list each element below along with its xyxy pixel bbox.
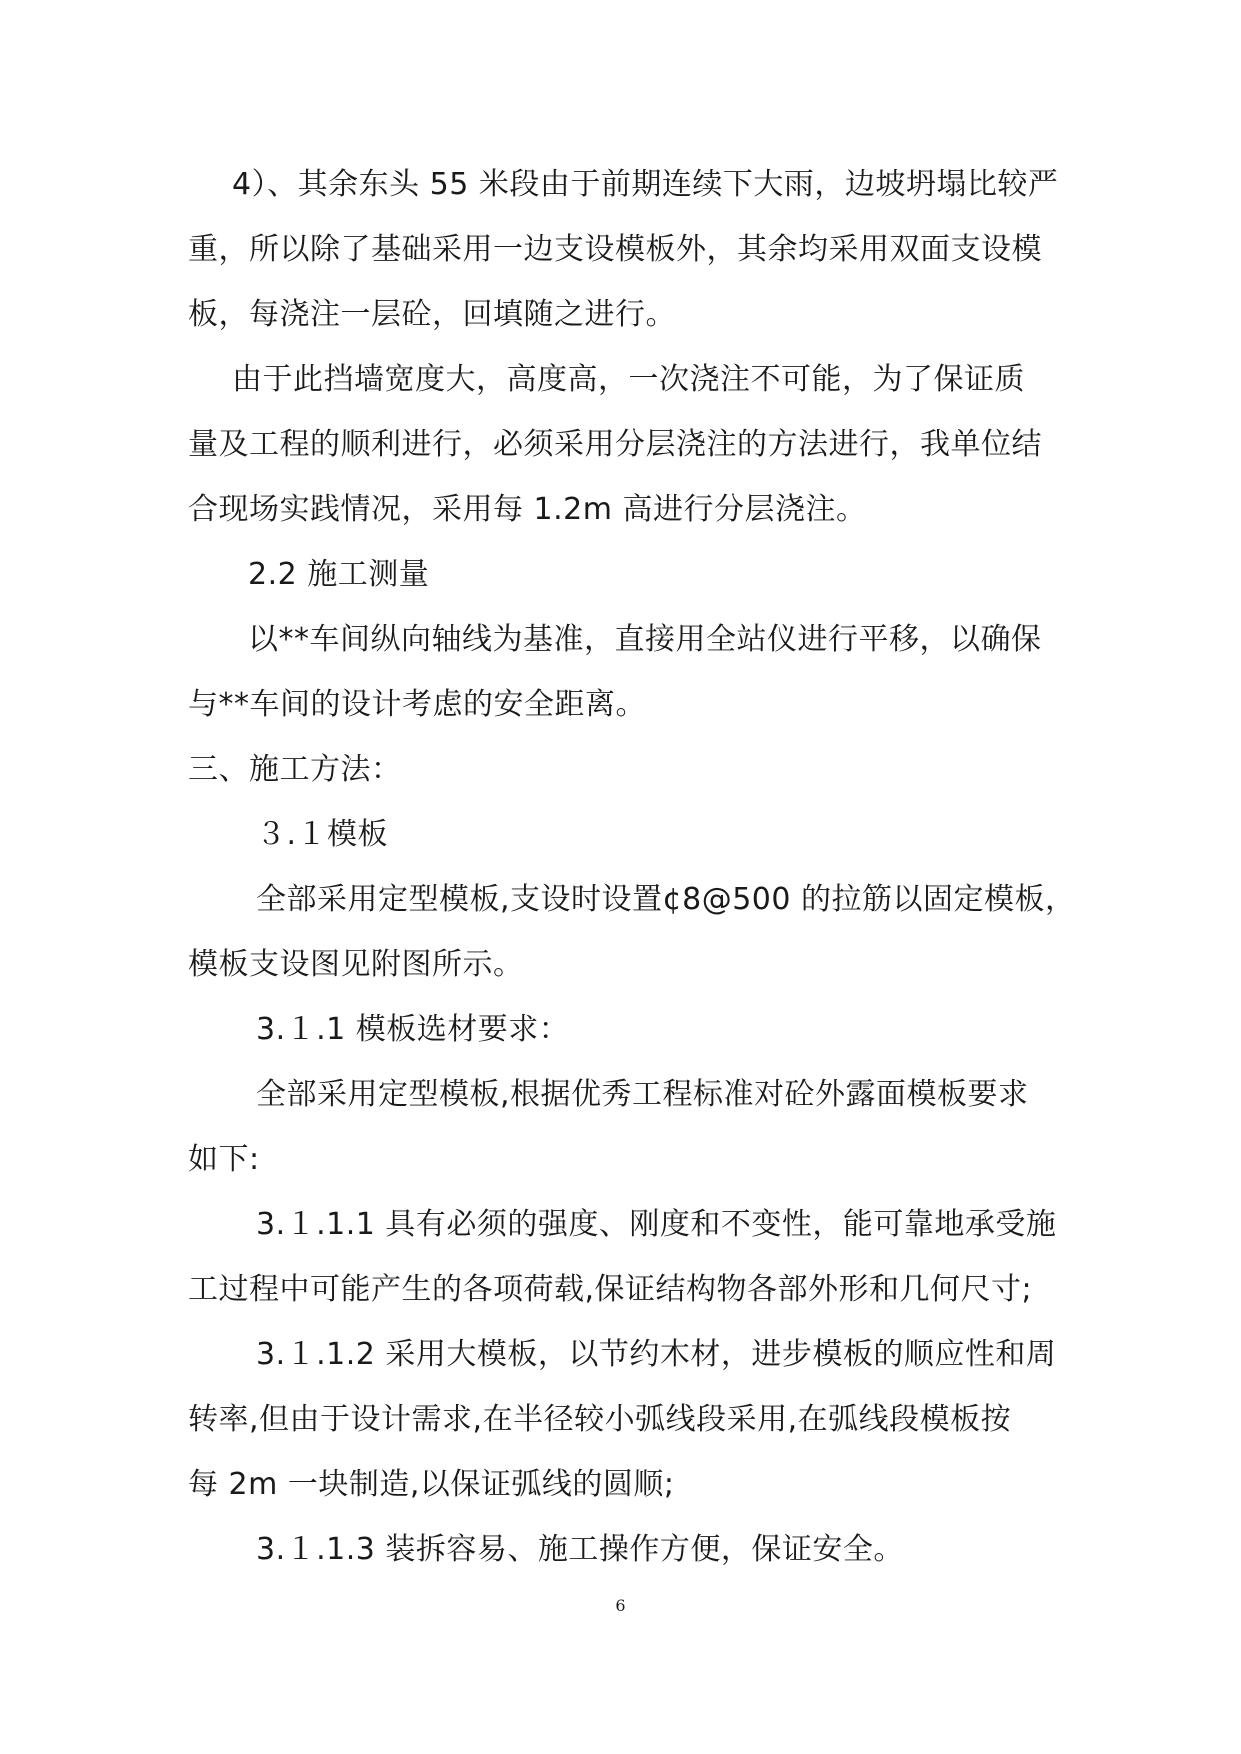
section-heading: 3.１.1 模板选材要求： bbox=[256, 1012, 570, 1047]
text-line: 板，每浇注一层砼，回填随之进行。 bbox=[188, 297, 676, 332]
text-line: 模板支设图见附图所示。 bbox=[188, 947, 524, 982]
text-line: 如下: bbox=[188, 1142, 260, 1177]
text-line: 3.１.1.3 装拆容易、施工操作方便，保证安全。 bbox=[256, 1532, 904, 1567]
text-line: 每 2m 一块制造,以保证弧线的圆顺; bbox=[188, 1467, 675, 1502]
section-heading: 2.2 施工测量 bbox=[248, 557, 430, 592]
section-heading: ３.１模板 bbox=[256, 817, 389, 852]
page-number: 6 bbox=[615, 1596, 626, 1615]
text-line: 重，所以除了基础采用一边支设模板外，其余均采用双面支设模 bbox=[188, 232, 1042, 267]
text-line: 3.１.1.1 具有必须的强度、刚度和不变性，能可靠地承受施 bbox=[256, 1207, 1057, 1242]
text-line: 以**车间纵向轴线为基准，直接用全站仪进行平移，以确保 bbox=[248, 622, 1042, 657]
text-line: 4）、其余东头 55 米段由于前期连续下大雨，边坡坍塌比较严 bbox=[232, 167, 1059, 202]
text-line: 与**车间的设计考虑的安全距离。 bbox=[188, 687, 646, 722]
text-line: 合现场实践情况，采用每 1.2m 高进行分层浇注。 bbox=[188, 492, 867, 527]
section-heading: 三、施工方法： bbox=[188, 752, 402, 787]
text-line: 3.１.1.2 采用大模板，以节约木材，进步模板的顺应性和周 bbox=[256, 1337, 1057, 1372]
text-line: 全部采用定型模板,支设时设置¢8@500 的拉筋以固定模板， bbox=[256, 882, 1076, 917]
text-line: 转率,但由于设计需求,在半径较小弧线段采用,在弧线段模板按 bbox=[188, 1402, 1012, 1437]
text-line: 量及工程的顺利进行，必须采用分层浇注的方法进行，我单位结 bbox=[188, 427, 1042, 462]
text-line: 工过程中可能产生的各项荷载,保证结构物各部外形和几何尺寸; bbox=[188, 1272, 1033, 1307]
text-line: 全部采用定型模板,根据优秀工程标准对砼外露面模板要求 bbox=[256, 1077, 1029, 1112]
text-line: 由于此挡墙宽度大，高度高，一次浇注不可能，为了保证质 bbox=[232, 362, 1025, 397]
